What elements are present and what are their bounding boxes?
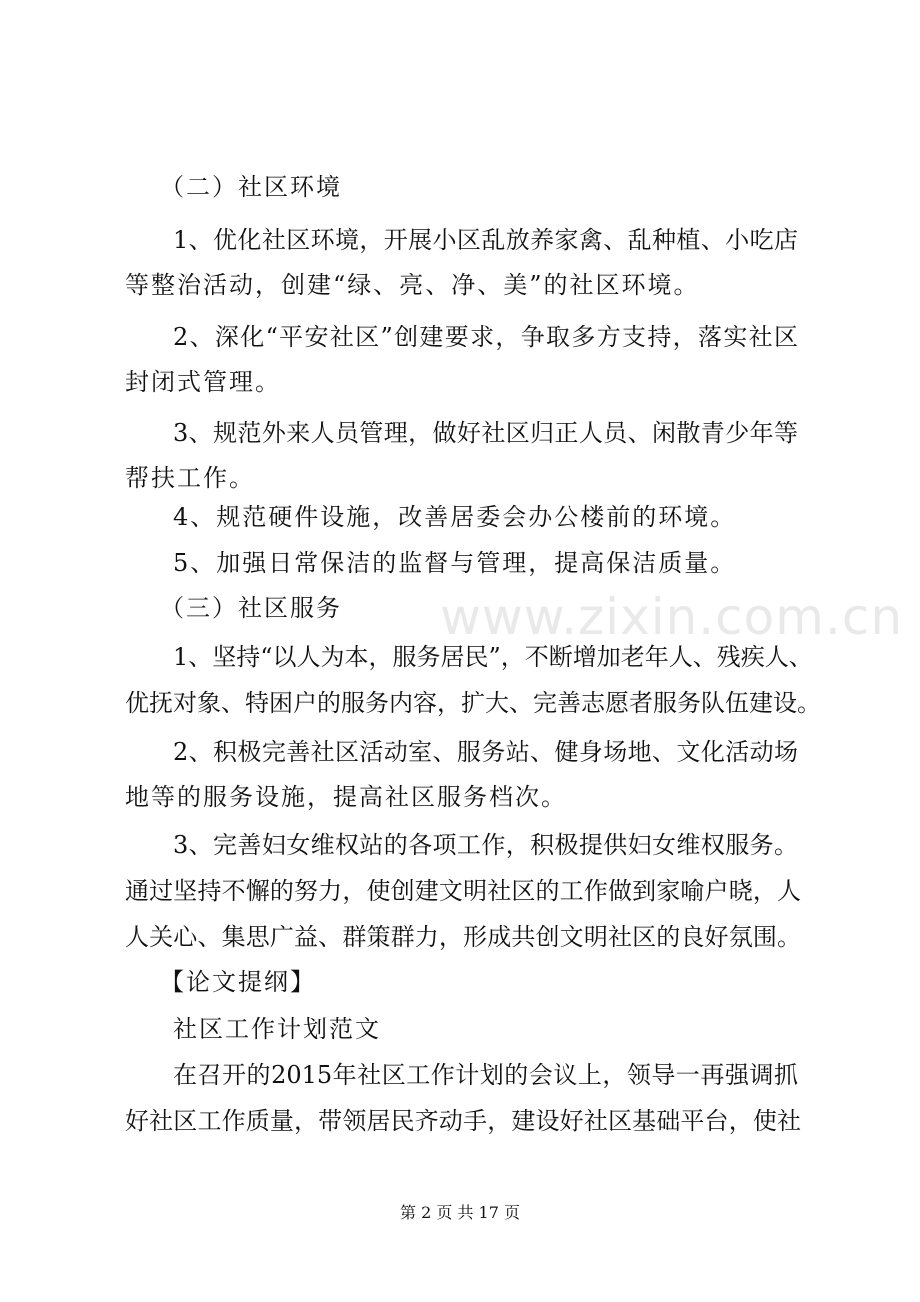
paragraph-line: 等整治活动，创建“绿、亮、净、美”的社区环境。: [125, 271, 700, 299]
paragraph-line: 2、积极完善社区活动室、服务站、健身场地、文化活动场: [173, 738, 798, 766]
paragraph-line: 1、优化社区环境，开展小区乱放养家禽、乱种植、小吃店: [173, 226, 798, 254]
essay-outline-heading: 【论文提纲】: [160, 968, 316, 996]
paragraph-line: 好社区工作质量，带领居民齐动手，建设好社区基础平台，使社: [125, 1107, 801, 1135]
watermark: www.zixin.com.cn: [440, 588, 904, 646]
paragraph-line: 人关心、集思广益、群策群力，形成共创文明社区的良好氛围。: [125, 923, 801, 951]
paragraph-line: 5、加强日常保洁的监督与管理，提高保洁质量。: [173, 549, 737, 577]
paragraph-line: 4、规范硬件设施，改善居委会办公楼前的环境。: [173, 503, 737, 531]
paragraph-line: 帮扶工作。: [125, 464, 255, 492]
section-heading-environment: （二）社区环境: [160, 173, 342, 201]
paragraph-line: 地等的服务设施，提高社区服务档次。: [125, 783, 567, 811]
paragraph-line: 封闭式管理。: [125, 368, 281, 396]
paragraph-line: 在召开的2015年社区工作计划的会议上，领导一再强调抓: [173, 1061, 798, 1089]
paragraph-line: 优抚对象、特困户的服务内容，扩大、完善志愿者服务队伍建设。: [125, 689, 821, 717]
paragraph-line: 3、规范外来人员管理，做好社区归正人员、闲散青少年等: [173, 419, 798, 447]
paragraph-line: 3、完善妇女维权站的各项工作，积极提供妇女维权服务。: [173, 831, 798, 859]
paragraph-line: 1、坚持“以人为本，服务居民”，不断增加老年人、残疾人、: [173, 643, 813, 671]
section-heading-service: （三）社区服务: [160, 594, 342, 622]
page-footer: 第 2 页 共 17 页: [400, 1203, 520, 1222]
essay-title: 社区工作计划范文: [173, 1015, 381, 1043]
paragraph-line: 通过坚持不懈的努力，使创建文明社区的工作做到家喻户晓，人: [125, 877, 801, 905]
paragraph-line: 2、深化“平安社区”创建要求，争取多方支持，落实社区: [173, 323, 798, 351]
